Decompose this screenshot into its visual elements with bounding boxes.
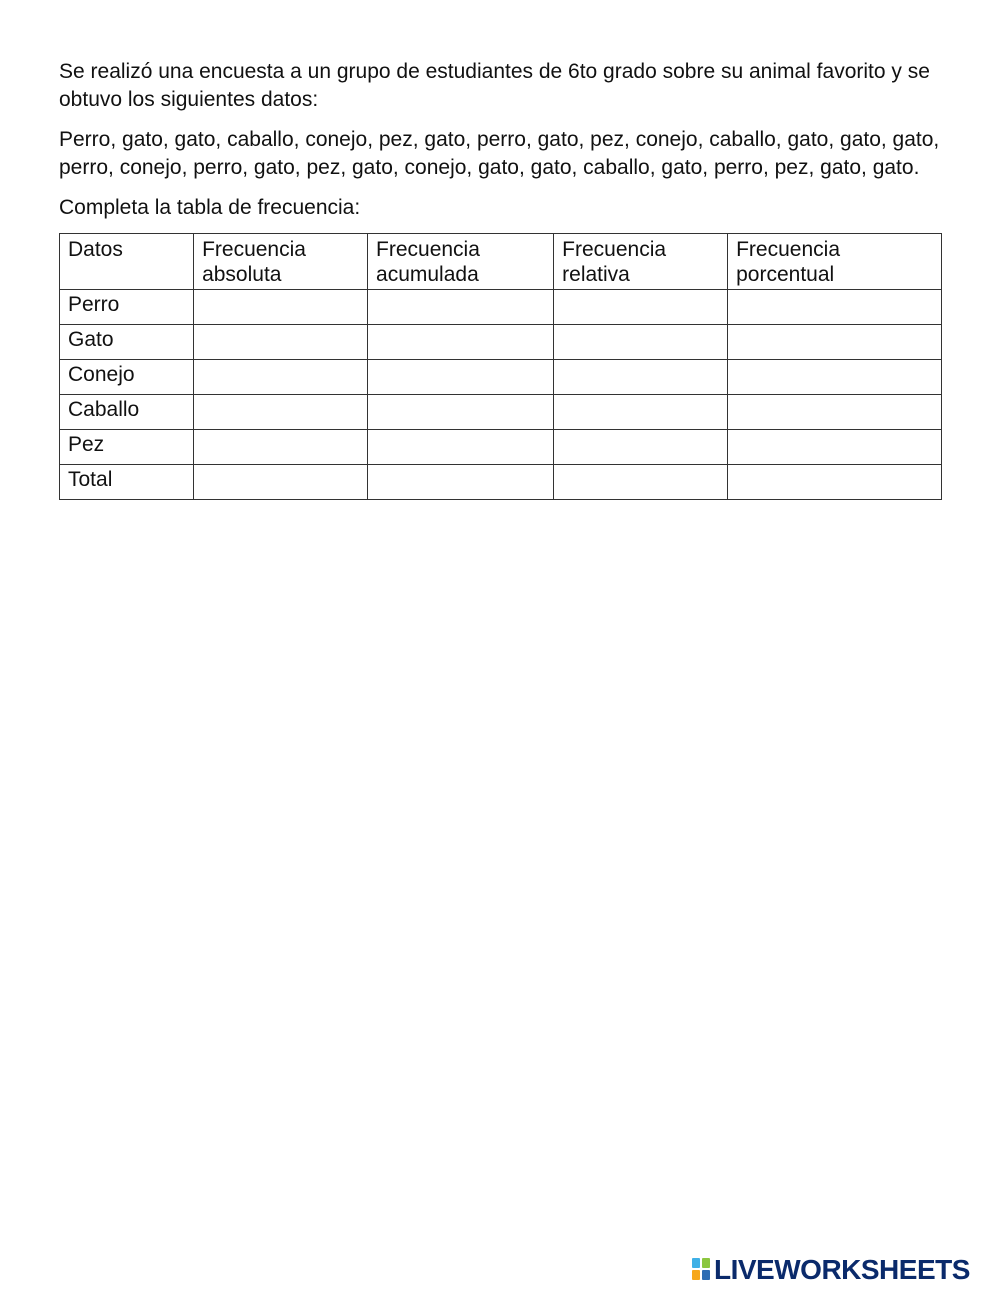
row-label-gato: Gato: [60, 325, 194, 360]
table-row: [60, 395, 942, 430]
table-header-row: [60, 234, 942, 290]
answer-cell-pez-acumulada[interactable]: [368, 430, 554, 465]
answer-cell-pez-relativa[interactable]: [554, 430, 728, 465]
header-frecuencia-porcentual: Frecuencia porcentual: [728, 234, 942, 290]
instruction-text: Completa la tabla de frecuencia:: [59, 196, 361, 219]
row-label-conejo: Conejo: [60, 360, 194, 395]
table-row: [60, 290, 942, 325]
answer-cell-perro-absoluta[interactable]: [194, 290, 368, 325]
survey-data-paragraph: Perro, gato, gato, caballo, conejo, pez, gato, perro, gato, pez, conejo, caballo, gato, gato, gato, perro, conejo, perro, gato, pez, gato, conejo, gato, gato, caballo, gato, perro, pez, gato, gato.: [59, 128, 940, 179]
answer-cell-pez-porcentual[interactable]: [728, 430, 942, 465]
answer-cell-perro-porcentual[interactable]: [728, 290, 942, 325]
liveworksheets-logo-icon: [692, 1258, 712, 1282]
table-row: [60, 360, 942, 395]
frequency-table: [59, 233, 942, 500]
answer-cell-perro-acumulada[interactable]: [368, 290, 554, 325]
liveworksheets-logo-text: LIVEWORKSHEETS: [714, 1254, 970, 1285]
answer-cell-pez-absoluta[interactable]: [194, 430, 368, 465]
answer-cell-caballo-relativa[interactable]: [554, 395, 728, 430]
answer-cell-conejo-acumulada[interactable]: [368, 360, 554, 395]
row-label-caballo: Caballo: [60, 395, 194, 430]
intro-paragraph: Se realizó una encuesta a un grupo de estudiantes de 6to grado sobre su animal favorito y se obtuvo los siguientes datos:: [59, 60, 930, 111]
table-row: [60, 465, 942, 500]
row-label-pez: Pez: [60, 430, 194, 465]
answer-cell-gato-acumulada[interactable]: [368, 325, 554, 360]
row-label-total: Total: [60, 465, 194, 500]
liveworksheets-logo: [692, 1255, 970, 1285]
answer-cell-conejo-absoluta[interactable]: [194, 360, 368, 395]
answer-cell-caballo-porcentual[interactable]: [728, 395, 942, 430]
answer-cell-conejo-porcentual[interactable]: [728, 360, 942, 395]
answer-cell-caballo-absoluta[interactable]: [194, 395, 368, 430]
answer-cell-caballo-acumulada[interactable]: [368, 395, 554, 430]
header-frecuencia-absoluta: Frecuencia absoluta: [194, 234, 368, 290]
answer-cell-total-relativa[interactable]: [554, 465, 728, 500]
answer-cell-gato-absoluta[interactable]: [194, 325, 368, 360]
answer-cell-total-absoluta[interactable]: [194, 465, 368, 500]
table-row: [60, 325, 942, 360]
answer-cell-conejo-relativa[interactable]: [554, 360, 728, 395]
header-frecuencia-relativa: Frecuencia relativa: [554, 234, 728, 290]
answer-cell-total-acumulada[interactable]: [368, 465, 554, 500]
table-row: [60, 430, 942, 465]
header-datos: Datos: [60, 234, 194, 290]
row-label-perro: Perro: [60, 290, 194, 325]
answer-cell-total-porcentual[interactable]: [728, 465, 942, 500]
answer-cell-perro-relativa[interactable]: [554, 290, 728, 325]
answer-cell-gato-porcentual[interactable]: [728, 325, 942, 360]
answer-cell-gato-relativa[interactable]: [554, 325, 728, 360]
worksheet-page: [59, 58, 942, 500]
header-frecuencia-acumulada: Frecuencia acumulada: [368, 234, 554, 290]
